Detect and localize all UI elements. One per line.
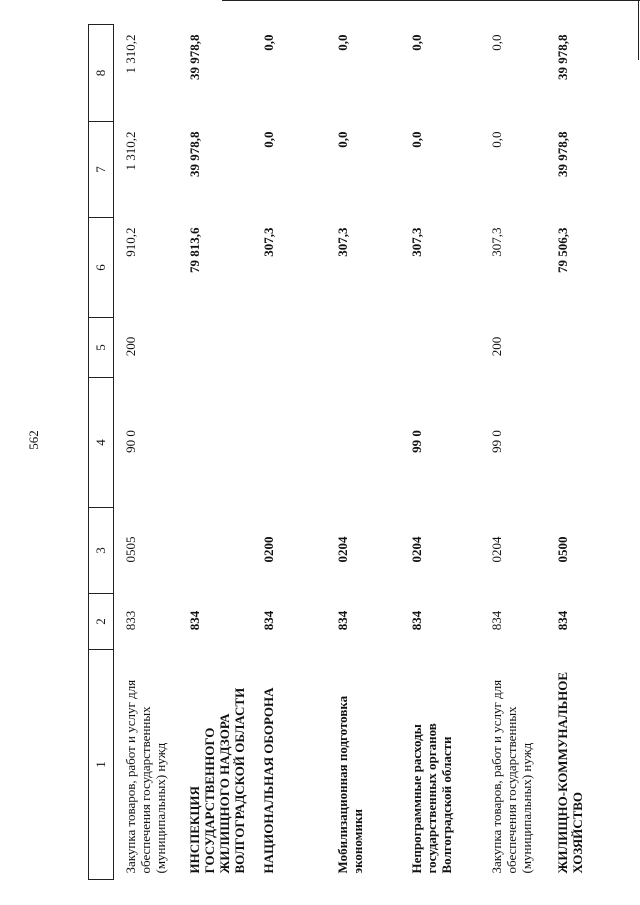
header-col-6: 6 [89, 218, 114, 318]
cell-expense-type [326, 318, 400, 378]
cell-amount-3: 0,0 [489, 34, 504, 51]
cell-ministry-code: 834 [335, 610, 350, 631]
page-number: 562 [25, 430, 41, 450]
cell-ministry-code: 833 [123, 610, 138, 631]
cell-target-code [326, 378, 400, 508]
cell-target-code [252, 378, 326, 508]
cell-amount-3: 0,0 [261, 34, 276, 51]
cell-amount-3: 1 310,2 [123, 34, 138, 74]
cell-amount-2: 39 978,8 [187, 131, 202, 177]
row-name: ЖИЛИЩНО-КОММУНАЛЬНОЕ ХОЗЯЙСТВО [555, 671, 585, 874]
cell-amount-1: 307,3 [409, 227, 424, 257]
cell-amount-1: 307,3 [335, 227, 350, 257]
table-row [326, 25, 400, 880]
cell-amount-2: 0,0 [261, 131, 276, 148]
cell-expense-type [546, 318, 620, 378]
cell-target-code [546, 378, 620, 508]
cell-amount-2: 39 978,8 [555, 131, 570, 177]
cell-amount-1: 79 813,6 [187, 227, 202, 273]
cell-amount-3: 39 978,8 [187, 34, 202, 80]
cell-amount-1: 910,2 [123, 227, 138, 257]
row-name: НАЦИОНАЛЬНАЯ ОБОРОНА [261, 687, 276, 874]
top-edge-line [222, 0, 640, 1]
row-name: ИНСПЕКЦИЯ ГОСУДАРСТВЕННОГО ЖИЛИЩНОГО НАДЗОРА ВОЛГОГРАДСКОЙ ОБЛАСТИ [187, 687, 247, 874]
header-col-3: 3 [89, 508, 114, 594]
budget-table-container [88, 25, 633, 880]
cell-section-code: 0500 [555, 536, 570, 563]
header-col-5: 5 [89, 318, 114, 378]
table-row [252, 25, 326, 880]
cell-section-code: 0505 [123, 536, 138, 563]
cell-target-code: 99 0 [409, 430, 424, 453]
header-col-7: 7 [89, 122, 114, 218]
table-row [400, 25, 480, 880]
cell-expense-type [400, 318, 480, 378]
cell-amount-2: 1 310,2 [123, 131, 138, 171]
cell-expense-type: 200 [489, 336, 504, 357]
row-name: Закупка товаров, работ и услуг для обеспечения государственных (муниципальных) нужд [489, 679, 534, 874]
cell-target-code: 90 0 [123, 430, 138, 453]
cell-amount-1: 307,3 [489, 227, 504, 257]
row-name: Непрограммные расходы государственных органов Волгоградской области [409, 723, 454, 874]
cell-section-code: 0200 [261, 536, 276, 563]
cell-amount-2: 0,0 [409, 131, 424, 148]
cell-section-code [178, 508, 252, 594]
cell-target-code: 99 0 [489, 430, 504, 453]
row-name: Закупка товаров, работ и услуг для обеспечения государственных (муниципальных) нужд [123, 679, 168, 874]
header-col-1: 1 [89, 650, 114, 880]
budget-table [88, 24, 620, 880]
row-name: Мобилизационная подготовка экономики [335, 695, 365, 874]
cell-ministry-code: 834 [187, 610, 202, 631]
cell-ministry-code: 834 [409, 610, 424, 631]
table-row [114, 25, 179, 880]
cell-amount-1: 307,3 [261, 227, 276, 257]
cell-amount-3: 0,0 [335, 34, 350, 51]
right-edge-line [638, 0, 639, 60]
cell-amount-3: 39 978,8 [555, 34, 570, 80]
header-col-8: 8 [89, 25, 114, 122]
cell-expense-type [252, 318, 326, 378]
cell-amount-3: 0,0 [409, 34, 424, 51]
table-row [480, 25, 546, 880]
cell-amount-1: 79 506,3 [555, 227, 570, 273]
cell-ministry-code: 834 [555, 610, 570, 631]
cell-expense-type: 200 [123, 336, 138, 357]
table-row [178, 25, 252, 880]
cell-target-code [178, 378, 252, 508]
cell-amount-2: 0,0 [489, 131, 504, 148]
cell-section-code: 0204 [409, 536, 424, 563]
cell-ministry-code: 834 [261, 610, 276, 631]
cell-section-code: 0204 [335, 536, 350, 563]
cell-expense-type [178, 318, 252, 378]
cell-amount-2: 0,0 [335, 131, 350, 148]
cell-section-code: 0204 [489, 536, 504, 563]
header-col-2: 2 [89, 594, 114, 650]
header-col-4: 4 [89, 378, 114, 508]
table-row [546, 25, 620, 880]
header-row [89, 25, 114, 880]
cell-ministry-code: 834 [489, 610, 504, 631]
